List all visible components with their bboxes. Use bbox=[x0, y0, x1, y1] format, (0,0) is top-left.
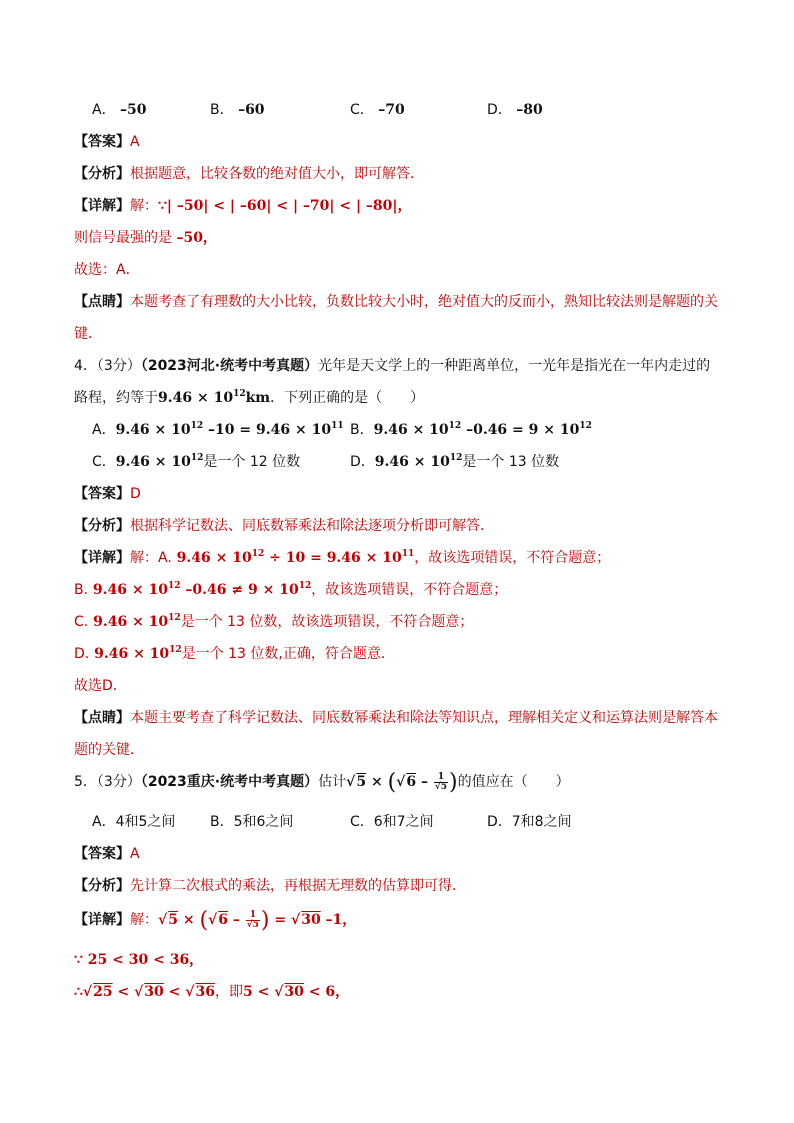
q5-option-d: D．7和8之间 bbox=[487, 814, 572, 830]
radicand: 6 bbox=[406, 774, 417, 790]
option-value: –80 bbox=[516, 102, 543, 118]
detail-math: 9.46 × 10 bbox=[88, 614, 169, 630]
analysis-text: 先计算二次根式的乘法，再根据无理数的估算即可得． bbox=[130, 878, 466, 894]
detail-expression bbox=[243, 984, 349, 1000]
sqrt-expression: √5 bbox=[346, 774, 367, 790]
answer-value: A bbox=[130, 846, 140, 862]
q3-comment bbox=[74, 292, 718, 312]
q5-option-b: B．5和6之间 bbox=[210, 814, 294, 830]
question-text: 估计 bbox=[318, 774, 347, 790]
answer-tag: 【答案】 bbox=[74, 846, 130, 862]
q4-option-a bbox=[92, 420, 344, 440]
detail-prefix: 解： bbox=[130, 198, 158, 214]
detail-math: < 6， bbox=[308, 984, 350, 1000]
radicand: 25 bbox=[93, 984, 113, 1000]
math-exponent: 12 bbox=[168, 581, 181, 591]
math-exponent: 12 bbox=[169, 645, 182, 655]
detail-math: 5 < bbox=[242, 984, 270, 1000]
option-value: –50 bbox=[120, 102, 147, 118]
question-number: 4．（3分） bbox=[74, 358, 141, 374]
question-text: 路程，约等于 bbox=[74, 390, 158, 406]
math-exponent: 12 bbox=[168, 613, 181, 623]
q3-detail-line2 bbox=[74, 228, 217, 248]
radicand: 30 bbox=[301, 912, 321, 928]
sqrt-expression: √6 bbox=[396, 774, 417, 790]
denominator: √5 bbox=[246, 919, 259, 930]
comment-text: 键． bbox=[74, 326, 102, 342]
detail-tag: 【详解】 bbox=[74, 550, 130, 566]
comment-tag: 【点睛】 bbox=[74, 294, 130, 310]
question-source: （2023重庆·统考中考真题） bbox=[140, 774, 319, 790]
answer-tag: 【答案】 bbox=[74, 134, 130, 150]
option-math: –10 = 9.46 × 10 bbox=[203, 422, 332, 438]
q4-detail-a bbox=[74, 548, 610, 568]
radicand: 30 bbox=[144, 984, 164, 1000]
conclusion-text: 故选：A． bbox=[74, 262, 140, 278]
numerator: 1 bbox=[434, 773, 448, 783]
detail-text: ，故该选项错误，不符合题意； bbox=[414, 550, 611, 566]
question-source: （2023河北·统考中考真题） bbox=[140, 358, 319, 374]
detail-math: ∵ 25 < 30 < 36， bbox=[74, 952, 204, 968]
fraction bbox=[434, 773, 448, 792]
left-paren: ( bbox=[199, 908, 209, 933]
denominator: √5 bbox=[434, 781, 448, 792]
radicand: 6 bbox=[218, 912, 228, 928]
answer-tag: 【答案】 bbox=[74, 486, 130, 502]
math-exponent: 12 bbox=[298, 581, 312, 591]
analysis-tag: 【分析】 bbox=[74, 166, 130, 182]
math-exponent: 11 bbox=[401, 549, 415, 559]
option-math: 9.46 × 10 bbox=[374, 454, 450, 470]
question-text: 光年是天文学上的一种距离单位，一光年是指光在一年内走过的 bbox=[318, 358, 711, 374]
option-label: A． bbox=[92, 422, 116, 438]
detail-label: D. bbox=[74, 646, 90, 662]
q3-option-d bbox=[487, 100, 543, 120]
q4-answer bbox=[74, 484, 141, 504]
radicand: 5 bbox=[252, 919, 259, 930]
analysis-tag: 【分析】 bbox=[74, 518, 130, 534]
math-exponent: 12 bbox=[448, 421, 462, 431]
question-expression: √5 × (√6 – $\frac{1}{√5}$ ) bbox=[346, 770, 458, 795]
radicand: 36 bbox=[195, 984, 215, 1000]
math-exponent: 12 bbox=[579, 421, 592, 431]
option-label: C． bbox=[350, 102, 374, 118]
detail-label: B. bbox=[74, 582, 89, 598]
detail-text: 是一个 13 位数，故该选项错误，不符合题意； bbox=[180, 614, 474, 630]
right-paren: ) bbox=[449, 770, 458, 795]
sqrt-expression: √30 bbox=[274, 984, 304, 1000]
math-exponent: 11 bbox=[331, 421, 344, 431]
radicand: 5 bbox=[440, 781, 448, 792]
q3-conclusion bbox=[74, 260, 140, 280]
detail-label: C. bbox=[74, 614, 89, 630]
option-label: C． bbox=[92, 454, 116, 470]
radicand: 5 bbox=[356, 774, 367, 790]
q4-conclusion bbox=[74, 676, 127, 696]
detail-prefix: 解：A. bbox=[130, 550, 172, 566]
detail-text: 是一个 13 位数,正确，符合题意． bbox=[181, 646, 395, 662]
q4-analysis bbox=[74, 516, 494, 536]
q4-comment-line2 bbox=[74, 740, 144, 760]
option-label: D． bbox=[487, 102, 512, 118]
detail-math: 9.46 × 10 bbox=[171, 550, 252, 566]
detail-math: –1， bbox=[320, 912, 357, 928]
radicand: 30 bbox=[284, 984, 304, 1000]
analysis-tag: 【分析】 bbox=[74, 878, 130, 894]
conclusion-text: 故选D． bbox=[74, 678, 127, 694]
q4-option-b bbox=[350, 420, 592, 440]
q3-analysis bbox=[74, 164, 424, 184]
q5-option-a: A．4和5之间 bbox=[92, 814, 176, 830]
q4-detail-d bbox=[74, 644, 395, 664]
detail-math: 9.46 × 10 bbox=[89, 646, 170, 662]
q3-answer bbox=[74, 132, 140, 152]
left-paren: ( bbox=[387, 770, 397, 795]
sqrt-expression: √30 bbox=[291, 912, 321, 928]
option-math: 9.46 × 10 bbox=[115, 454, 191, 470]
option-math: 9.46 × 10 bbox=[373, 422, 449, 438]
detail-tag: 【详解】 bbox=[74, 912, 130, 928]
question-text: ．下列正确的是（ ） bbox=[270, 390, 425, 406]
sqrt-expression: √25 bbox=[82, 984, 113, 1000]
therefore-symbol: ∴ bbox=[74, 984, 83, 1000]
q5-because bbox=[74, 950, 203, 970]
q4-option-d bbox=[350, 452, 559, 472]
math-exponent: 12 bbox=[449, 453, 463, 463]
detail-expression: ∴√25 < √30 < √36 bbox=[74, 984, 215, 1000]
detail-prefix: 解： bbox=[130, 912, 158, 928]
q3-option-b bbox=[210, 100, 265, 120]
q4-stem-line2 bbox=[74, 388, 424, 408]
q3-comment-line2 bbox=[74, 324, 102, 344]
detail-math: –50， bbox=[176, 230, 217, 246]
numerator: 1 bbox=[246, 911, 260, 921]
option-label: B． bbox=[350, 422, 374, 438]
fraction bbox=[246, 911, 260, 930]
option-math: 9.46 × 10 bbox=[115, 422, 191, 438]
sqrt-expression: √36 bbox=[185, 984, 215, 1000]
math-base: 9.46 × 10 bbox=[158, 390, 234, 406]
detail-text: ，即 bbox=[214, 984, 243, 1000]
option-label: A． bbox=[92, 102, 116, 118]
option-value: –60 bbox=[238, 102, 265, 118]
sqrt-expression: √5 bbox=[158, 912, 178, 928]
q5-therefore bbox=[74, 982, 349, 1002]
math-exponent: 12 bbox=[251, 549, 265, 559]
option-math: –0.46 = 9 × 10 bbox=[461, 422, 580, 438]
radicand: 5 bbox=[168, 912, 178, 928]
q4-detail-b bbox=[74, 580, 507, 600]
math-unit: km bbox=[245, 390, 271, 406]
answer-value: A bbox=[130, 134, 140, 150]
q4-detail-c bbox=[74, 612, 473, 632]
comment-tag: 【点睛】 bbox=[74, 710, 130, 726]
math-exponent: 12 bbox=[190, 421, 204, 431]
question-number: 5．（3分） bbox=[74, 774, 141, 790]
option-text: 是一个 13 位数 bbox=[462, 454, 560, 470]
right-paren: ) bbox=[260, 908, 270, 933]
analysis-text: 根据题意，比较各数的绝对值大小，即可解答． bbox=[130, 166, 424, 182]
q3-option-c bbox=[350, 100, 405, 120]
detail-math: 9.46 × 10 bbox=[88, 582, 168, 598]
q5-detail bbox=[74, 910, 356, 931]
q4-option-c bbox=[92, 452, 300, 472]
analysis-text: 根据科学记数法、同底数幂乘法和除法逐项分析即可解答． bbox=[130, 518, 494, 534]
q3-detail bbox=[74, 196, 412, 216]
detail-expression: √5 × (√6 – $\frac{1}{√5}$ ) = √30 –1， bbox=[158, 908, 357, 933]
q3-option-a bbox=[92, 100, 147, 120]
q5-stem bbox=[74, 772, 570, 793]
comment-text: 本题考查了有理数的大小比较，负数比较大小时，绝对值大的反而小，熟知比较法则是解题的关 bbox=[130, 294, 718, 310]
q5-option-c: C．6和7之间 bbox=[350, 814, 434, 830]
detail-math: ∵| –50| < | –60| < | –70| < | –80|， bbox=[158, 198, 412, 214]
option-label: D． bbox=[350, 454, 375, 470]
comment-text: 题的关键． bbox=[74, 742, 144, 758]
option-text: 是一个 12 位数 bbox=[203, 454, 301, 470]
answer-value: D bbox=[130, 486, 141, 502]
q5-analysis bbox=[74, 876, 466, 896]
detail-text: 则信号最强的是 bbox=[74, 230, 172, 246]
q5-answer bbox=[74, 844, 140, 864]
sqrt-expression: √6 bbox=[208, 912, 228, 928]
q4-comment bbox=[74, 708, 718, 728]
sqrt-expression: √30 bbox=[134, 984, 164, 1000]
detail-math: ÷ 10 = 9.46 × 10 bbox=[264, 550, 402, 566]
detail-math: –0.46 ≠ 9 × 10 bbox=[180, 582, 299, 598]
option-label: B． bbox=[210, 102, 234, 118]
detail-text: ，故该选项错误，不符合题意； bbox=[311, 582, 508, 598]
math-exponent: 12 bbox=[190, 453, 204, 463]
question-math bbox=[158, 390, 270, 406]
q4-stem bbox=[74, 356, 710, 376]
option-value: –70 bbox=[378, 102, 405, 118]
math-exponent: 12 bbox=[233, 389, 246, 399]
question-text: 的值应在（ ） bbox=[457, 774, 570, 790]
detail-tag: 【详解】 bbox=[74, 198, 130, 214]
comment-text: 本题主要考查了科学记数法、同底数幂乘法和除法等知识点，理解相关定义和运算法则是解答本 bbox=[130, 710, 718, 726]
